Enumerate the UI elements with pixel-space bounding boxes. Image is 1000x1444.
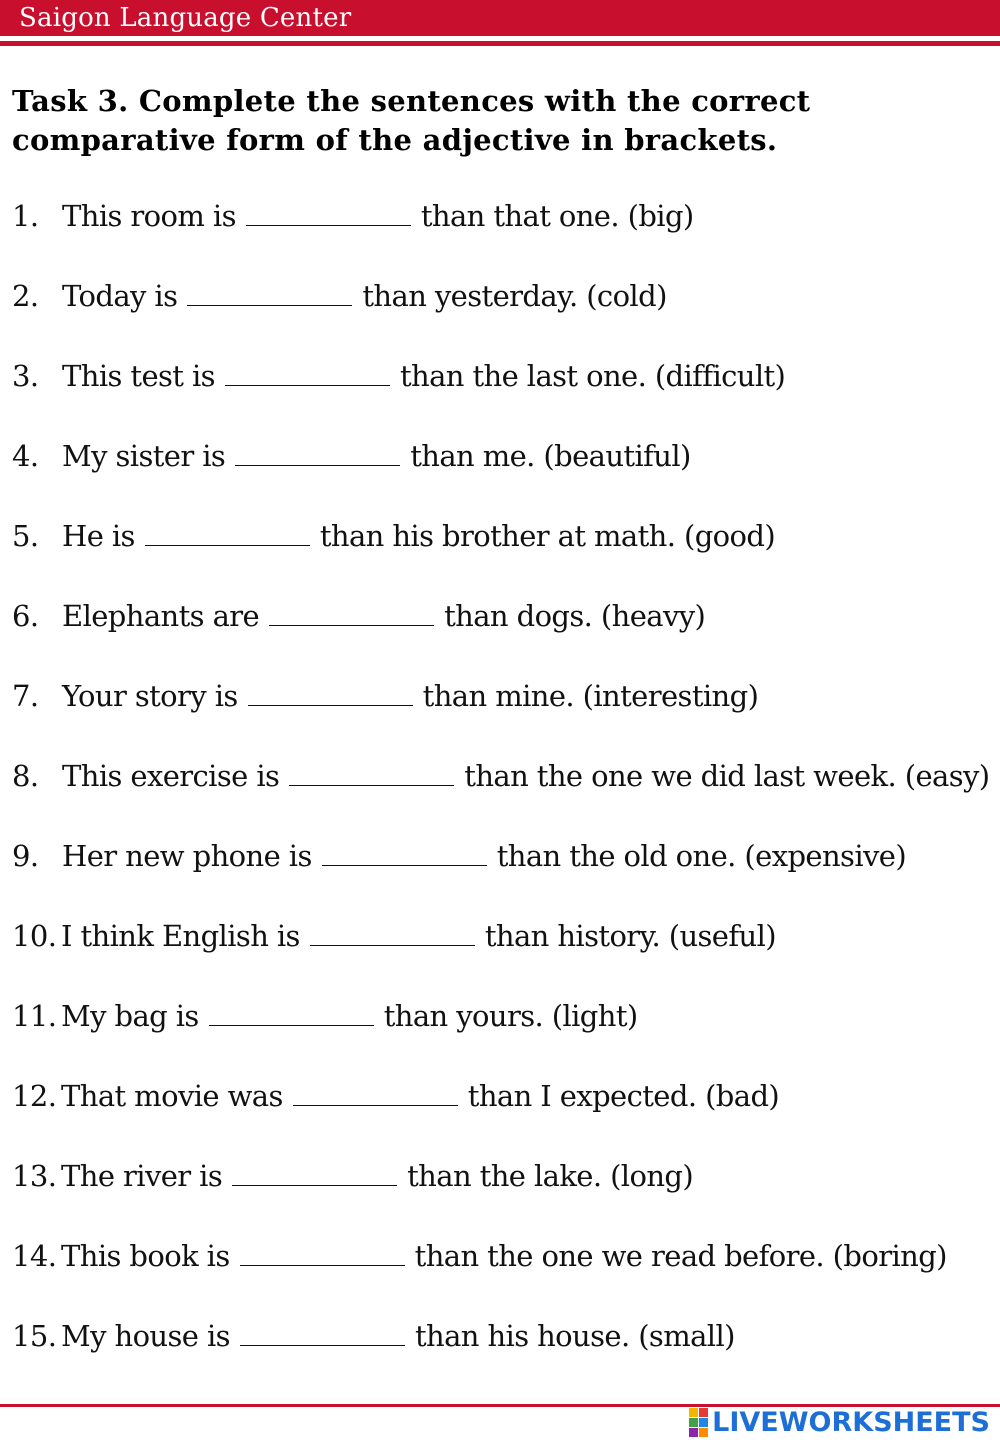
liveworksheets-brand bbox=[689, 1406, 990, 1438]
question-text-after: than history. (useful) bbox=[484, 919, 776, 953]
answer-blank[interactable] bbox=[269, 603, 434, 626]
question-item bbox=[12, 919, 989, 999]
question-item bbox=[12, 199, 989, 279]
liveworksheets-logo-icon bbox=[689, 1408, 708, 1437]
question-item bbox=[12, 759, 989, 839]
answer-blank[interactable] bbox=[187, 283, 352, 306]
question-text-after: than the one we did last week. (easy) bbox=[464, 759, 990, 793]
question-text-before: This exercise is bbox=[62, 759, 280, 793]
question-text-after: than the one we read before. (boring) bbox=[414, 1239, 947, 1273]
question-text-after: than me. (beautiful) bbox=[410, 439, 691, 473]
answer-blank[interactable] bbox=[232, 1163, 397, 1186]
question-number: 3. bbox=[12, 359, 39, 393]
question-number: 5. bbox=[12, 519, 39, 553]
question-item bbox=[12, 839, 989, 919]
question-list bbox=[12, 199, 989, 1399]
question-text-after: than yours. (light) bbox=[383, 999, 638, 1033]
question-text-before: This test is bbox=[62, 359, 215, 393]
question-text-after: than mine. (interesting) bbox=[422, 679, 759, 713]
question-number: 1. bbox=[12, 199, 39, 233]
question-text-before: My house is bbox=[61, 1319, 230, 1353]
question-text-after: than the last one. (difficult) bbox=[399, 359, 786, 393]
answer-blank[interactable] bbox=[145, 523, 310, 546]
answer-blank[interactable] bbox=[248, 683, 413, 706]
header-divider bbox=[0, 41, 1000, 46]
question-text-before: My sister is bbox=[62, 439, 226, 473]
question-item bbox=[12, 359, 989, 439]
answer-blank[interactable] bbox=[209, 1003, 374, 1026]
liveworksheets-brand-text: LIVEWORKSHEETS bbox=[712, 1406, 990, 1438]
question-item bbox=[12, 279, 989, 359]
question-number: 10. bbox=[12, 919, 57, 953]
question-text-after: than his brother at math. (good) bbox=[319, 519, 776, 553]
question-text-before: This book is bbox=[61, 1239, 230, 1273]
question-item bbox=[12, 1239, 989, 1319]
answer-blank[interactable] bbox=[240, 1323, 405, 1346]
question-number: 7. bbox=[12, 679, 39, 713]
answer-blank[interactable] bbox=[289, 763, 454, 786]
answer-blank[interactable] bbox=[293, 1083, 458, 1106]
question-number: 12. bbox=[12, 1079, 57, 1113]
question-item bbox=[12, 999, 989, 1079]
question-text-after: than I expected. (bad) bbox=[467, 1079, 780, 1113]
question-number: 8. bbox=[12, 759, 39, 793]
question-text-before: Today is bbox=[62, 279, 178, 313]
question-item bbox=[12, 599, 989, 679]
question-item bbox=[12, 439, 989, 519]
question-item bbox=[12, 1319, 989, 1399]
question-number: 6. bbox=[12, 599, 39, 633]
answer-blank[interactable] bbox=[310, 923, 475, 946]
header-title: Saigon Language Center bbox=[19, 3, 352, 33]
answer-blank[interactable] bbox=[322, 843, 487, 866]
question-item bbox=[12, 1159, 989, 1239]
question-text-before: Her new phone is bbox=[62, 839, 312, 873]
answer-blank[interactable] bbox=[240, 1243, 405, 1266]
question-number: 14. bbox=[12, 1239, 57, 1273]
question-text-before: The river is bbox=[61, 1159, 223, 1193]
question-text-after: than the old one. (expensive) bbox=[496, 839, 907, 873]
question-text-before: This room is bbox=[62, 199, 236, 233]
question-number: 9. bbox=[12, 839, 39, 873]
question-text-after: than dogs. (heavy) bbox=[444, 599, 706, 633]
question-text-after: than his house. (small) bbox=[414, 1319, 735, 1353]
question-number: 4. bbox=[12, 439, 39, 473]
question-item bbox=[12, 1079, 989, 1159]
question-text-before: He is bbox=[62, 519, 135, 553]
question-text-after: than the lake. (long) bbox=[407, 1159, 694, 1193]
answer-blank[interactable] bbox=[246, 203, 411, 226]
question-text-before: Elephants are bbox=[62, 599, 260, 633]
question-item bbox=[12, 519, 989, 599]
question-text-before: Your story is bbox=[62, 679, 238, 713]
header-band bbox=[0, 0, 1000, 36]
question-number: 2. bbox=[12, 279, 39, 313]
question-text-after: than yesterday. (cold) bbox=[362, 279, 667, 313]
question-number: 11. bbox=[12, 999, 57, 1033]
answer-blank[interactable] bbox=[235, 443, 400, 466]
task-title: Task 3. Complete the sentences with the correct comparative form of the adjective in brackets. bbox=[12, 84, 811, 157]
question-text-after: than that one. (big) bbox=[420, 199, 694, 233]
answer-blank[interactable] bbox=[225, 363, 390, 386]
question-number: 15. bbox=[12, 1319, 57, 1353]
question-item bbox=[12, 679, 989, 759]
question-text-before: My bag is bbox=[61, 999, 199, 1033]
question-text-before: I think English is bbox=[61, 919, 300, 953]
question-text-before: That movie was bbox=[61, 1079, 283, 1113]
question-number: 13. bbox=[12, 1159, 57, 1193]
